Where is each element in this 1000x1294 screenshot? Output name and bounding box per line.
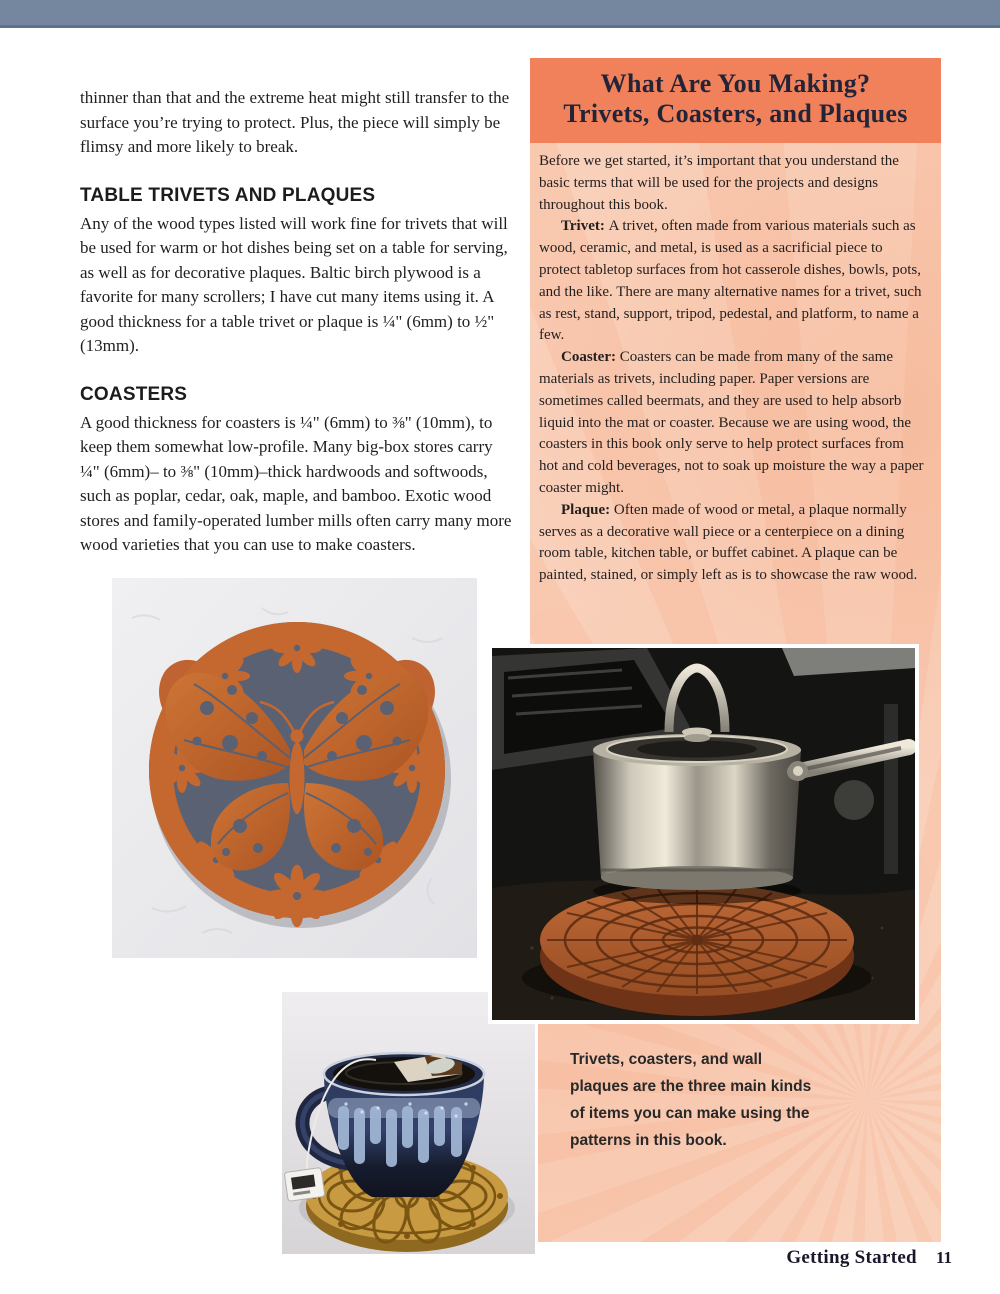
panel-body-text bbox=[530, 143, 941, 587]
footer-page-number: 11 bbox=[935, 1248, 952, 1267]
teacup-coaster-illustration bbox=[282, 992, 535, 1254]
panel-intro: Before we get started, it’s important that you understand the basic terms that will be used for the projects and designs throughout this book. bbox=[539, 153, 899, 213]
footer-section-title: Getting Started bbox=[786, 1247, 917, 1268]
section-heading-coasters: COASTERS bbox=[80, 383, 188, 405]
term-trivet-definition: A trivet, often made from various materials such as wood, ceramic, and metal, is used as a sacrificial piece to protect tabletop surfaces from hot casserole dishes, bowls, pots, and the like. There are many alternative names for a trivet, such as rest, stand, support, tripod, pedestal, and platform, to name a few. bbox=[539, 218, 922, 344]
term-plaque-definition: Often made of wood or metal, a plaque normally serves as a decorative wall piece or a centerpiece on a dining room table, kitchen table, or buffet cabinet. A plaque can be painted, stained, or simply left as is to showcase the raw wood. bbox=[539, 501, 918, 584]
top-accent-bar bbox=[0, 0, 1000, 28]
term-plaque bbox=[539, 500, 926, 587]
term-coaster-definition: Coasters can be made from many of the same materials as trivets, including paper. Paper versions are sometimes called beermats, and they are used to help absorb liquid into the mat or coaster. Because we are using wood, the coasters in this book only serve to help protect surfaces from hot and cold beverages, not to soak up moisture the way a paper coaster might. bbox=[539, 349, 924, 496]
section-body-trivets: Any of the wood types listed will work fine for trivets that will be used for warm or hot dishes being set on a table for serving, as well as for decorative plaques. Baltic birch plywood is a favorite for many scrollers; I have cut many items using it. A good thickness for a table trivet or plaque is ¼" (6mm) to ½" (13mm). bbox=[80, 213, 508, 355]
section-heading-trivets: TABLE TRIVETS AND PLAQUES bbox=[80, 184, 376, 206]
pot-on-trivet-photo bbox=[488, 644, 919, 1024]
butterfly-trivet-illustration bbox=[112, 578, 477, 958]
panel-title-line2: Trivets, Coasters, and Plaques bbox=[563, 99, 908, 128]
photo-caption: Trivets, coasters, and wall plaques are the three main kinds of items you can make using the patterns in this book. bbox=[570, 1051, 812, 1149]
butterfly-trivet-photo bbox=[112, 578, 477, 958]
panel-header bbox=[530, 58, 941, 143]
page-footer bbox=[786, 1247, 952, 1269]
section-body-coasters: A good thickness for coasters is ¼" (6mm) to ⅜" (10mm), to keep them somewhat low-profile. Many big-box stores carry ¼" (6mm)– to ⅜" (10mm)–thick hardwoods and softwoods, such as poplar, cedar, oak, maple, and bamboo. Exotic wood stores and family-operated lumber mills often carry many more wood varieties that you can use to make coasters. bbox=[80, 412, 512, 554]
pot-on-trivet-illustration bbox=[492, 648, 915, 1020]
teacup-coaster-photo bbox=[279, 989, 538, 1257]
intro-paragraph: thinner than that and the extreme heat might still transfer to the surface you’re trying to protect. Plus, the piece will simply be flimsy and more likely to break. bbox=[80, 88, 510, 156]
main-text-column bbox=[80, 86, 514, 558]
term-trivet-label: Trivet: bbox=[561, 218, 605, 235]
term-trivet bbox=[539, 216, 926, 347]
term-coaster bbox=[539, 347, 926, 500]
panel-title-line1: What Are You Making? bbox=[600, 69, 871, 98]
term-plaque-label: Plaque: bbox=[561, 501, 611, 518]
term-coaster-label: Coaster: bbox=[561, 349, 616, 366]
